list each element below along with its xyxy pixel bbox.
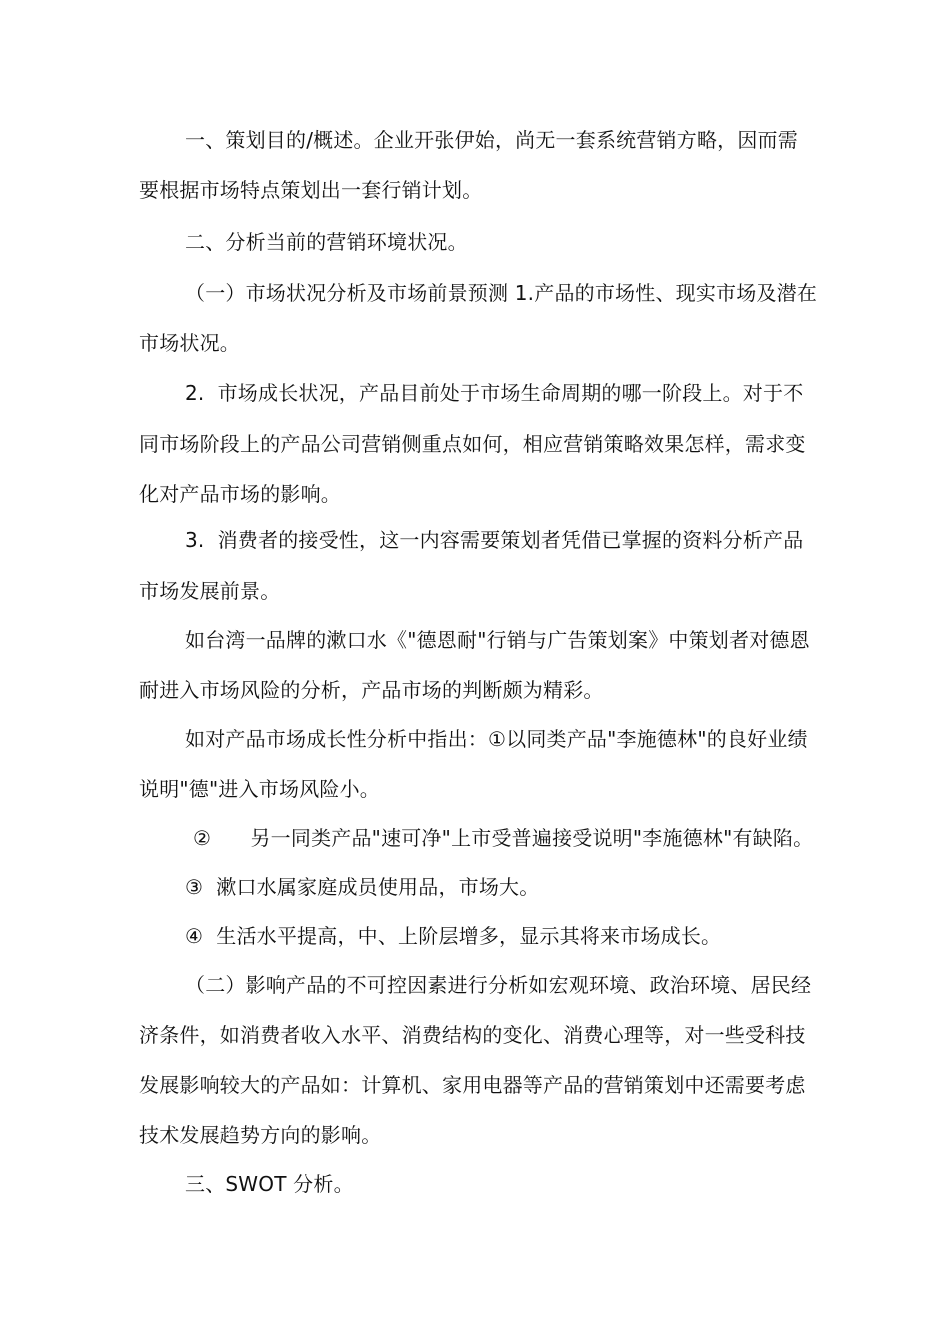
paragraph-line: （二）影响产品的不可控因素进行分析如宏观环境、政治环境、居民经 — [185, 973, 812, 997]
list-item: ③ 漱口水属家庭成员使用品，市场大。 — [185, 875, 540, 899]
section-heading: 二、分析当前的营销环境状况。 — [185, 230, 468, 254]
paragraph-line: 如台湾一品牌的漱口水《"德恩耐"行销与广告策划案》中策划者对德恩 — [185, 628, 810, 652]
paragraph-line: 要根据市场特点策划出一套行销计划。 — [139, 178, 483, 202]
paragraph-line: 耐进入市场风险的分析，产品市场的判断颇为精彩。 — [139, 678, 604, 702]
paragraph-line: 化对产品市场的影响。 — [139, 482, 341, 506]
paragraph-line: 市场状况。 — [139, 331, 240, 355]
paragraph-line: 如对产品市场成长性分析中指出：①以同类产品"李施德林"的良好业绩 — [185, 727, 808, 751]
paragraph-line: 济条件，如消费者收入水平、消费结构的变化、消费心理等，对一些受科技 — [139, 1023, 806, 1047]
section-heading: 三、SWOT 分析。 — [185, 1172, 354, 1196]
paragraph-line: 市场发展前景。 — [139, 579, 281, 603]
paragraph-line: 说明"德"进入市场风险小。 — [139, 777, 380, 801]
paragraph-line: 一、策划目的/概述。企业开张伊始，尚无一套系统营销方略，因而需 — [185, 128, 798, 152]
paragraph-line: 3. 消费者的接受性，这一内容需要策划者凭借已掌握的资料分析产品 — [185, 528, 804, 552]
paragraph-line: （一）市场状况分析及市场前景预测 1.产品的市场性、现实市场及潜在 — [185, 281, 818, 305]
list-item: ④ 生活水平提高，中、上阶层增多，显示其将来市场成长。 — [185, 924, 722, 948]
paragraph-line: 同市场阶段上的产品公司营销侧重点如何，相应营销策略效果怎样，需求变 — [139, 432, 806, 456]
paragraph-line: 技术发展趋势方向的影响。 — [139, 1123, 382, 1147]
paragraph-line: 发展影响较大的产品如：计算机、家用电器等产品的营销策划中还需要考虑 — [139, 1073, 806, 1097]
list-item: ② 另一同类产品"速可净"上市受普遍接受说明"李施德林"有缺陷。 — [193, 826, 814, 850]
paragraph-line: 2. 市场成长状况，产品目前处于市场生命周期的哪一阶段上。对于不 — [185, 381, 804, 405]
